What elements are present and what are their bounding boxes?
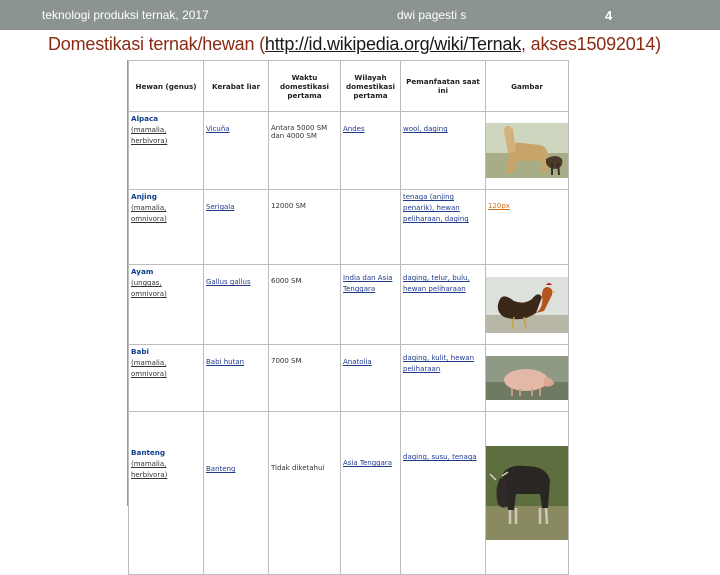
domestication-time: Tidak diketahui xyxy=(269,412,341,575)
animal-cell xyxy=(129,265,204,345)
animal-name[interactable]: Babi xyxy=(131,347,149,356)
domestication-region[interactable]: Andes xyxy=(343,125,365,133)
wild-relative[interactable]: Banteng xyxy=(206,465,236,473)
animal-cell xyxy=(129,345,204,412)
domestication-time: 12000 SM xyxy=(269,190,341,265)
animal-cell xyxy=(129,412,204,575)
banteng-image xyxy=(486,412,569,575)
domestication-region[interactable]: India dan Asia Tenggara xyxy=(343,274,393,293)
wild-relative[interactable]: Vicuña xyxy=(206,125,230,133)
header-pemanfaatan: Pemanfaatan saat ini xyxy=(401,61,486,112)
table-row xyxy=(129,412,569,575)
header-hewan: Hewan (genus) xyxy=(129,61,204,112)
wild-relative[interactable]: Gallus gallus xyxy=(206,278,251,286)
domestication-table-image xyxy=(127,60,569,506)
wild-relative[interactable]: Babi hutan xyxy=(206,358,245,366)
animal-class[interactable]: (unggas, xyxy=(131,279,162,287)
animal-diet[interactable]: herbivora) xyxy=(131,137,168,145)
wild-relative[interactable]: Serigala xyxy=(206,203,235,211)
table-row xyxy=(129,265,569,345)
header-gambar: Gambar xyxy=(486,61,569,112)
domestication-region xyxy=(341,190,401,265)
animal-cell xyxy=(129,190,204,265)
domestication-table xyxy=(128,60,569,575)
subtitle-prefix: Domestikasi ternak/hewan ( xyxy=(48,34,265,54)
course-title: teknologi produksi ternak, 2017 xyxy=(42,8,209,22)
alpaca-image xyxy=(486,112,569,190)
domestication-time: 6000 SM xyxy=(269,265,341,345)
page-number: 4 xyxy=(605,8,613,23)
domestication-time: 7000 SM xyxy=(269,345,341,412)
animal-class[interactable]: (mamalia, xyxy=(131,359,167,367)
animal-class[interactable]: (mamalia, xyxy=(131,460,167,468)
author-name: dwi pagesti s xyxy=(397,8,467,22)
table-row xyxy=(129,345,569,412)
domestication-region[interactable]: Anatolia xyxy=(343,358,372,366)
slide-header-bar xyxy=(0,0,720,30)
subtitle-suffix: , akses15092014) xyxy=(521,34,661,54)
animal-name[interactable]: Anjing xyxy=(131,192,157,201)
animal-diet[interactable]: omnivora) xyxy=(131,215,167,223)
header-kerabat: Kerabat liar xyxy=(204,61,269,112)
animal-diet[interactable]: omnivora) xyxy=(131,370,167,378)
current-use[interactable]: daging, kulit, hewan peliharaan xyxy=(403,354,475,373)
animal-class[interactable]: (mamalia, xyxy=(131,204,167,212)
animal-diet[interactable]: herbivora) xyxy=(131,471,168,479)
source-link[interactable]: http://id.wikipedia.org/wiki/Ternak xyxy=(264,34,522,54)
current-use[interactable]: tenaga (anjing penarik), hewan peliharaan, daging xyxy=(403,193,469,223)
animal-name[interactable]: Ayam xyxy=(131,267,154,276)
current-use[interactable]: wool, daging xyxy=(403,125,448,133)
image-placeholder-link[interactable]: 120px xyxy=(488,202,510,210)
table-header-row xyxy=(129,61,569,112)
animal-cell xyxy=(129,112,204,190)
domestication-time: Antara 5000 SM dan 4000 SM xyxy=(269,112,341,190)
rooster-image xyxy=(486,265,569,345)
header-waktu: Waktu domestikasi pertama xyxy=(269,61,341,112)
current-use[interactable]: daging, telur, bulu, hewan peliharaan xyxy=(403,274,470,293)
table-row xyxy=(129,190,569,265)
pig-image xyxy=(486,345,569,412)
animal-class[interactable]: (mamalia, xyxy=(131,126,167,134)
current-use[interactable]: daging, susu, tenaga xyxy=(403,453,477,461)
animal-name[interactable]: Alpaca xyxy=(131,114,159,123)
slide-subtitle xyxy=(48,34,661,55)
domestication-region[interactable]: Asia Tenggara xyxy=(343,459,393,467)
animal-diet[interactable]: omnivora) xyxy=(131,290,167,298)
animal-name[interactable]: Banteng xyxy=(131,448,166,457)
header-wilayah: Wilayah domestikasi pertama xyxy=(341,61,401,112)
table-row xyxy=(129,112,569,190)
